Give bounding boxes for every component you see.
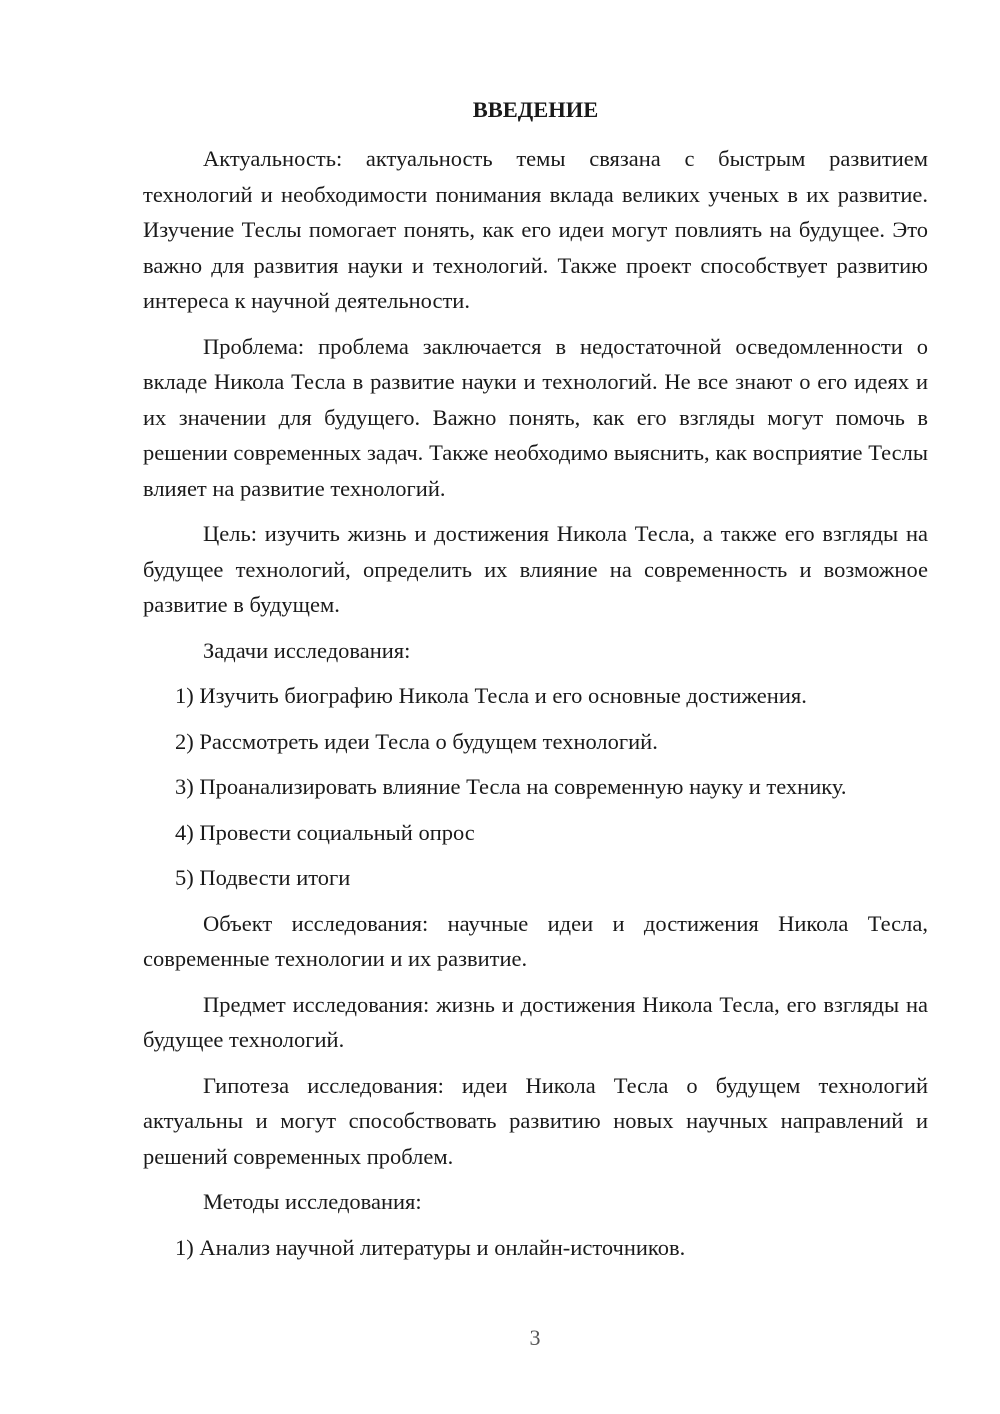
goal-paragraph: Цель: изучить жизнь и достижения Никола Тесла, а также его взгляды на будущее технологий, определить их влияние на современность и возможное развитие в будущем. [143,521,928,617]
methods-heading: Методы исследования: [203,1189,422,1214]
methods-list [143,1230,928,1266]
task-item: 3) Проанализировать влияние Тесла на современную науку и технику. [175,774,847,799]
task-item: 2) Рассмотреть идеи Тесла о будущем технологий. [175,728,658,754]
task-item: 1) Изучить биографию Никола Тесла и его основные достижения. [175,683,807,708]
problem-paragraph: Проблема: проблема заключается в недостаточной осведомленности о вкладе Никола Тесла в развитие науки и технологий. Не все знают о его идеях и их значении для будущего. Важно понять, как его взгляды могут помочь в решении современных задач. Также необходимо выяснить, как восприятие Теслы влияет на развитие технологий. [143,333,928,501]
subject-paragraph: Предмет исследования: жизнь и достижения Никола Тесла, его взгляды на будущее технологий. [143,991,928,1052]
task-item: 5) Подвести итоги [175,865,351,890]
method-item: 1) Анализ научной литературы и онлайн-источников. [175,1234,686,1260]
hypothesis-paragraph: Гипотеза исследования: идеи Никола Тесла о будущем технологий актуальны и могут способствовать развитию новых научных направлений и решений современных проблем. [143,1072,928,1169]
object-paragraph: Объект исследования: научные идеи и достижения Никола Тесла, современные технологии и их развитие. [143,910,928,971]
task-item: 4) Провести социальный опрос [175,819,475,845]
tasks-heading: Задачи исследования: [203,637,411,663]
section-title: ВВЕДЕНИЕ [472,97,599,122]
page-content [143,92,928,1275]
tasks-list [143,678,928,896]
relevance-paragraph: Актуальность: актуальность темы связана с быстрым развитием технологий и необходимости понимания вклада великих ученых в их развитие. Изучение Теслы помогает понять, как его идеи могут повлиять на будущее. Это важно для развития науки и технологий. Также проект способствует развитию интереса к научной деятельности. [143,146,928,313]
page-number: 3 [529,1325,541,1350]
